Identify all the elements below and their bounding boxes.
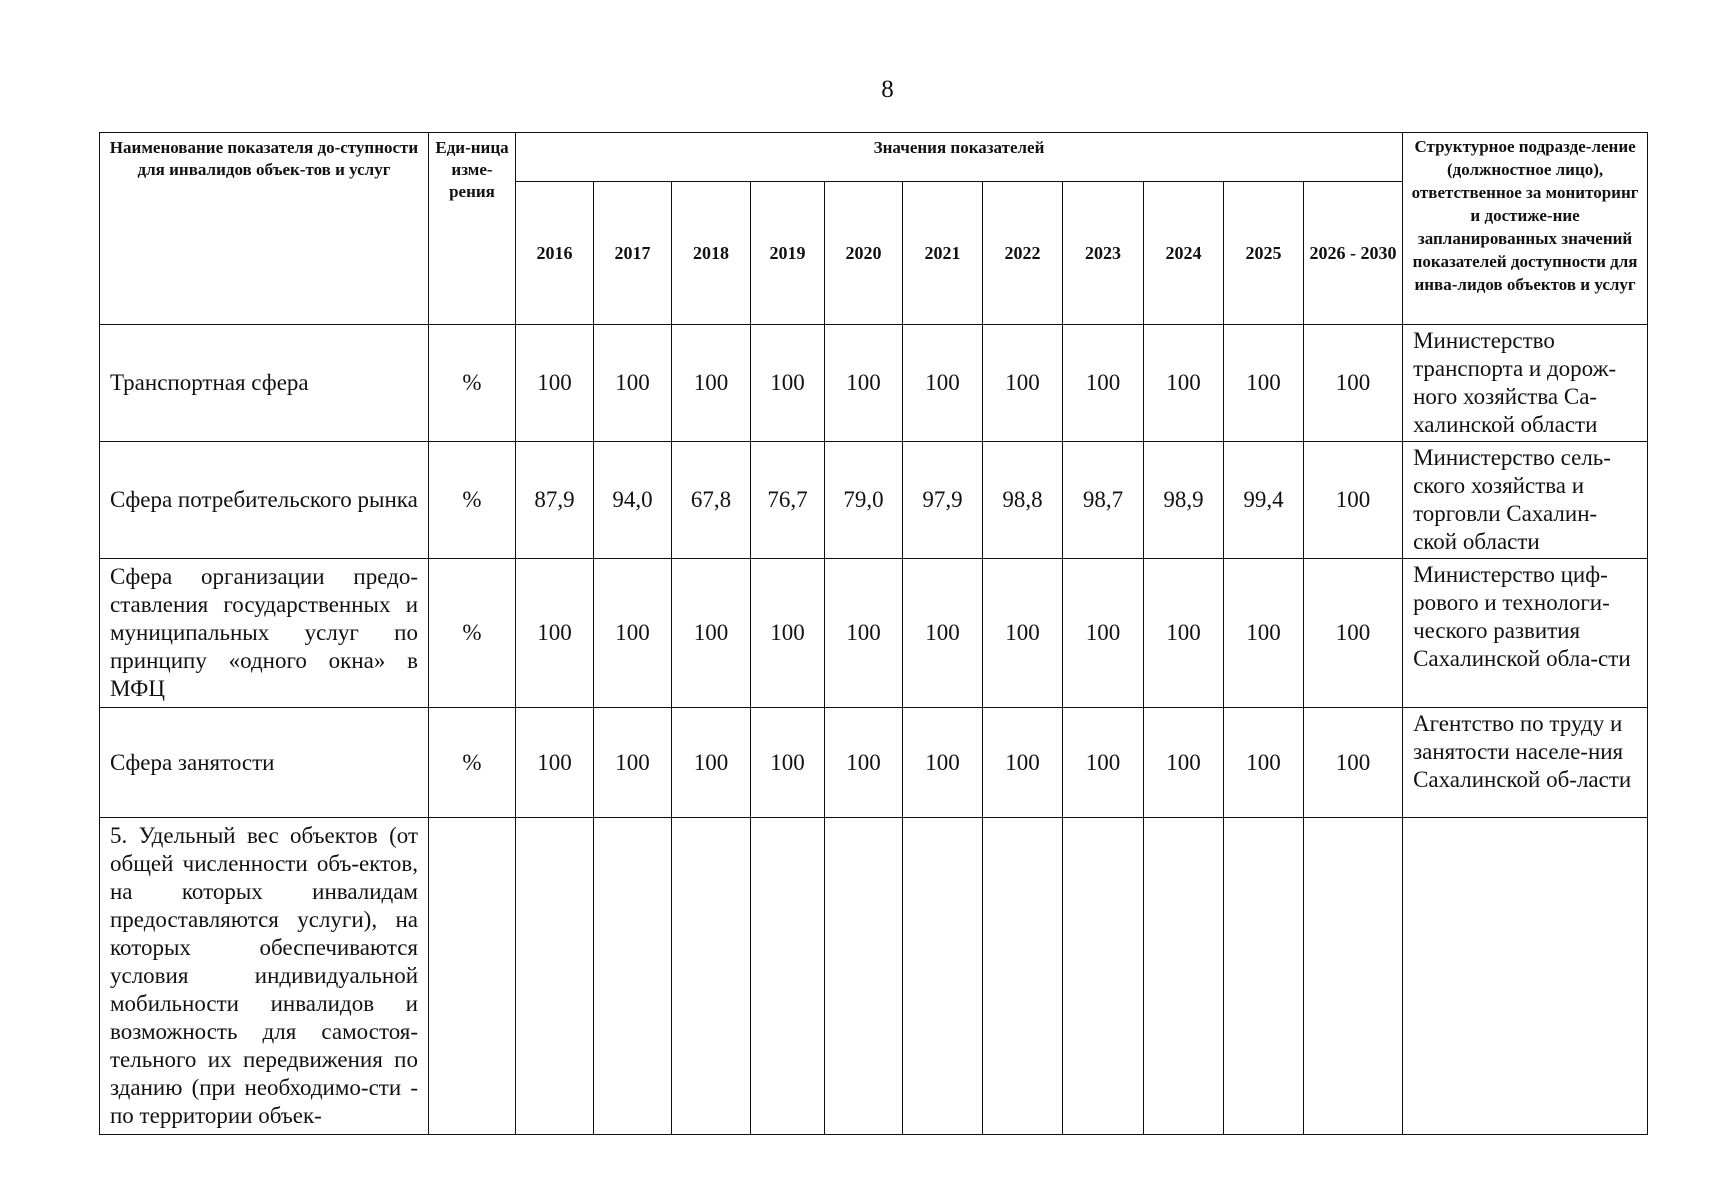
- row-value: 100: [594, 325, 672, 442]
- row-value: 100: [594, 559, 672, 708]
- table-row: [100, 442, 1648, 559]
- row-value: 76,7: [751, 442, 825, 559]
- row-value: 100: [751, 708, 825, 818]
- header-year: 2023: [1063, 182, 1144, 325]
- row-value: 87,9: [516, 442, 594, 559]
- row-value: [672, 818, 751, 1135]
- row-value: 100: [516, 325, 594, 442]
- page-number: 8: [881, 76, 894, 103]
- row-value: 100: [1224, 325, 1304, 442]
- row-value: [1304, 818, 1403, 1135]
- indicators-table: [99, 132, 1648, 1135]
- row-value: 100: [1304, 708, 1403, 818]
- row-value: 100: [1063, 708, 1144, 818]
- row-value: 98,8: [983, 442, 1063, 559]
- row-value: 100: [751, 325, 825, 442]
- row-value: 100: [1304, 442, 1403, 559]
- header-year: 2025: [1224, 182, 1304, 325]
- row-value: 100: [1144, 325, 1224, 442]
- row-value: 79,0: [825, 442, 903, 559]
- row-value: 99,4: [1224, 442, 1304, 559]
- row-value: 100: [983, 325, 1063, 442]
- row-value: 100: [903, 708, 983, 818]
- row-value: 100: [903, 559, 983, 708]
- header-responsible: Структурное подразде-ление (должностное лицо), ответственное за мониторинг и достиже-ние запланированных значений показателей доступности для инва-лидов объектов и услуг: [1403, 133, 1648, 325]
- header-year: 2017: [594, 182, 672, 325]
- row-responsible: Министерство циф-рового и технологи-ческого развития Сахалинской обла-сти: [1403, 559, 1648, 708]
- row-name: 5. Удельный вес объектов (от общей численности объ-ектов, на которых инвалидам предоставляются услуги), на которых обеспечиваются условия индивидуальной мобильности инвалидов и возможность для самостоя-тельного их передвижения по зданию (при необходимо-сти - по территории объек-: [100, 818, 429, 1135]
- row-value: 100: [1144, 708, 1224, 818]
- row-name: Транспортная сфера: [100, 325, 429, 442]
- header-year: 2016: [516, 182, 594, 325]
- row-value: 100: [672, 325, 751, 442]
- row-value: [825, 818, 903, 1135]
- row-unit: %: [429, 708, 516, 818]
- row-value: 100: [672, 708, 751, 818]
- header-year: 2024: [1144, 182, 1224, 325]
- table-row: [100, 708, 1648, 818]
- table-row: [100, 325, 1648, 442]
- row-name: Сфера потребительского рынка: [100, 442, 429, 559]
- row-value: [516, 818, 594, 1135]
- row-value: 100: [1224, 559, 1304, 708]
- row-value: 100: [825, 325, 903, 442]
- row-value: [1063, 818, 1144, 1135]
- row-unit: [429, 818, 516, 1135]
- row-value: 100: [825, 559, 903, 708]
- row-value: [983, 818, 1063, 1135]
- header-year: 2026 - 2030: [1304, 182, 1403, 325]
- header-year: 2018: [672, 182, 751, 325]
- row-value: 100: [594, 708, 672, 818]
- header-values: Значения показателей: [516, 133, 1403, 182]
- table-row: [100, 818, 1648, 1135]
- header-unit: Еди-ница изме-рения: [429, 133, 516, 325]
- row-value: 100: [516, 708, 594, 818]
- row-name: Сфера занятости: [100, 708, 429, 818]
- row-value: 94,0: [594, 442, 672, 559]
- row-value: 98,7: [1063, 442, 1144, 559]
- row-value: [903, 818, 983, 1135]
- row-value: 97,9: [903, 442, 983, 559]
- row-value: 100: [1304, 559, 1403, 708]
- row-unit: %: [429, 559, 516, 708]
- row-responsible: Министерство сель-ского хозяйства и торговли Сахалин-ской области: [1403, 442, 1648, 559]
- row-name: Сфера организации предо-ставления государственных и муниципальных услуг по принципу «одного окна» в МФЦ: [100, 559, 429, 708]
- row-value: 100: [1304, 325, 1403, 442]
- table-header-row: [100, 133, 1648, 182]
- row-value: 100: [983, 708, 1063, 818]
- row-value: [1224, 818, 1304, 1135]
- header-year: 2020: [825, 182, 903, 325]
- row-value: [751, 818, 825, 1135]
- row-value: 100: [1063, 559, 1144, 708]
- row-value: 100: [1224, 708, 1304, 818]
- row-value: 98,9: [1144, 442, 1224, 559]
- row-responsible: Министерство транспорта и дорож-ного хозяйства Са-халинской области: [1403, 325, 1648, 442]
- row-unit: %: [429, 325, 516, 442]
- row-responsible: Агентство по труду и занятости населе-ния Сахалинской об-ласти: [1403, 708, 1648, 818]
- row-value: 100: [825, 708, 903, 818]
- table-row: [100, 559, 1648, 708]
- row-value: 67,8: [672, 442, 751, 559]
- row-value: 100: [672, 559, 751, 708]
- row-value: 100: [983, 559, 1063, 708]
- row-value: 100: [1063, 325, 1144, 442]
- row-value: [1144, 818, 1224, 1135]
- row-responsible: [1403, 818, 1648, 1135]
- row-value: 100: [751, 559, 825, 708]
- header-year: 2019: [751, 182, 825, 325]
- row-value: [594, 818, 672, 1135]
- header-year: 2022: [983, 182, 1063, 325]
- row-value: 100: [516, 559, 594, 708]
- header-year: 2021: [903, 182, 983, 325]
- row-value: 100: [1144, 559, 1224, 708]
- row-value: 100: [903, 325, 983, 442]
- header-indicator-name: Наименование показателя до-ступности для инвалидов объек-тов и услуг: [100, 133, 429, 325]
- row-unit: %: [429, 442, 516, 559]
